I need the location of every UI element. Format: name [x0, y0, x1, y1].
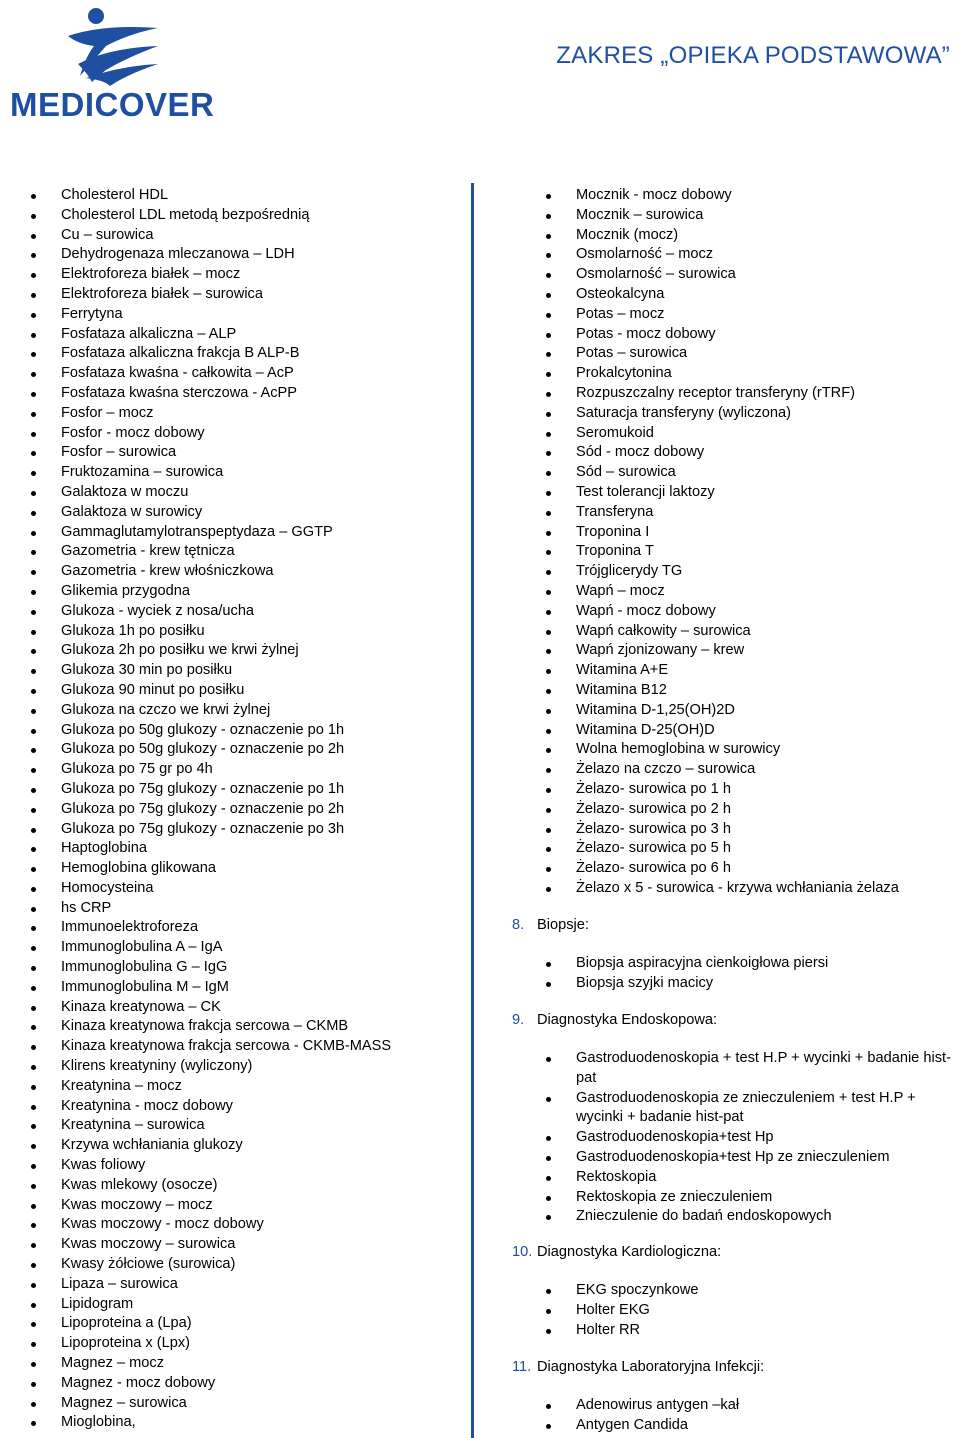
list-item: Żelazo na czczo – surowica	[576, 760, 899, 780]
list-item: Kwas moczowy - mocz dobowy	[61, 1215, 391, 1235]
list-item: Sód - mocz dobowy	[576, 443, 899, 463]
list-item: Kreatynina - mocz dobowy	[61, 1097, 391, 1117]
list-item: Wolna hemoglobina w surowicy	[576, 740, 899, 760]
list-item: Glukoza 90 minut po posiłku	[61, 681, 391, 701]
column-divider	[471, 183, 474, 1438]
list-item: Holter EKG	[576, 1301, 960, 1321]
list-item: Witamina D-1,25(OH)2D	[576, 701, 899, 721]
list-item: Homocysteina	[61, 879, 391, 899]
section-title: Diagnostyka Endoskopowa:	[537, 1012, 718, 1028]
list-item: Rektoskopia ze znieczuleniem	[576, 1188, 960, 1208]
list-item: Kwasy żółciowe (surowica)	[61, 1255, 391, 1275]
list-item: Osteokalcyna	[576, 285, 899, 305]
list-item: Osmolarność – surowica	[576, 265, 899, 285]
list-item: Kwas foliowy	[61, 1156, 391, 1176]
list-item: Fruktozamina – surowica	[61, 463, 391, 483]
list-item: Mioglobina,	[61, 1413, 391, 1433]
section-number: 10.	[512, 1244, 533, 1260]
list-item: Glukoza 1h po posiłku	[61, 622, 391, 642]
list-item: Fosfataza kwaśna sterczowa - AcPP	[61, 384, 391, 404]
list-item: Mocznik – surowica	[576, 206, 899, 226]
left-test-list	[61, 186, 391, 1433]
list-item: Gastroduodenoskopia+test Hp	[576, 1128, 960, 1148]
list-item: Seromukoid	[576, 424, 899, 444]
list-item: Glukoza po 50g glukozy - oznaczenie po 2h	[61, 740, 391, 760]
list-item: Kwas mlekowy (osocze)	[61, 1176, 391, 1196]
list-item: Galaktoza w surowicy	[61, 503, 391, 523]
kardiologiczna-list	[576, 1281, 960, 1340]
section-heading-infekcji	[512, 1357, 764, 1377]
list-item: Galaktoza w moczu	[61, 483, 391, 503]
list-item: Kwas moczowy – mocz	[61, 1196, 391, 1216]
list-item: Kreatynina – surowica	[61, 1116, 391, 1136]
list-item: Kreatynina – mocz	[61, 1077, 391, 1097]
list-item: Mocznik (mocz)	[576, 226, 899, 246]
section-heading-endoskopowa	[512, 1010, 717, 1030]
list-item: Dehydrogenaza mleczanowa – LDH	[61, 245, 391, 265]
list-item: Żelazo- surowica po 1 h	[576, 780, 899, 800]
list-item: Glukoza po 75 gr po 4h	[61, 760, 391, 780]
section-title: Diagnostyka Laboratoryjna Infekcji:	[537, 1359, 765, 1375]
list-item: Gammaglutamylotranspeptydaza – GGTP	[61, 523, 391, 543]
list-item: Immunoglobulina A – IgA	[61, 938, 391, 958]
list-item: Magnez - mocz dobowy	[61, 1374, 391, 1394]
list-item: hs CRP	[61, 899, 391, 919]
list-item: Troponina I	[576, 523, 899, 543]
list-item: Osmolarność – mocz	[576, 245, 899, 265]
list-item: Potas – surowica	[576, 344, 899, 364]
list-item: Glukoza po 50g glukozy - oznaczenie po 1h	[61, 721, 391, 741]
list-item: Rektoskopia	[576, 1168, 960, 1188]
list-item: Test tolerancji laktozy	[576, 483, 899, 503]
biopsje-list	[576, 954, 960, 994]
list-item: Kinaza kreatynowa frakcja sercowa – CKMB	[61, 1017, 391, 1037]
list-item: Lipaza – surowica	[61, 1275, 391, 1295]
section-number: 9.	[512, 1012, 525, 1028]
list-item: Krzywa wchłaniania glukozy	[61, 1136, 391, 1156]
medicover-logo	[8, 6, 228, 124]
list-item: Gastroduodenoskopia + test H.P + wycinki + badanie hist-pat	[576, 1049, 960, 1089]
list-item: Immunoelektroforeza	[61, 918, 391, 938]
list-item: Glukoza po 75g glukozy - oznaczenie po 2h	[61, 800, 391, 820]
list-item: Gazometria - krew tętnicza	[61, 542, 391, 562]
list-item: Fosfor - mocz dobowy	[61, 424, 391, 444]
list-item: Glukoza 30 min po posiłku	[61, 661, 391, 681]
section-title: Diagnostyka Kardiologiczna:	[537, 1244, 722, 1260]
list-item: Prokalcytonina	[576, 364, 899, 384]
list-item: Gazometria - krew włośniczkowa	[61, 562, 391, 582]
list-item: Wapń – mocz	[576, 582, 899, 602]
list-item: Żelazo x 5 - surowica - krzywa wchłaniania żelaza	[576, 879, 899, 899]
list-item: Potas - mocz dobowy	[576, 325, 899, 345]
list-item: Biopsja aspiracyjna cienkoigłowa piersi	[576, 954, 960, 974]
list-item: Klirens kreatyniny (wyliczony)	[61, 1057, 391, 1077]
list-item: Żelazo- surowica po 5 h	[576, 839, 899, 859]
list-item: Cu – surowica	[61, 226, 391, 246]
list-item: Immunoglobulina M – IgM	[61, 978, 391, 998]
list-item: Mocznik - mocz dobowy	[576, 186, 899, 206]
section-title: Biopsje:	[537, 917, 589, 933]
list-item: Glukoza 2h po posiłku we krwi żylnej	[61, 641, 391, 661]
list-item: Lipoproteina a (Lpa)	[61, 1314, 391, 1334]
section-number: 11.	[512, 1359, 532, 1375]
list-item: Lipoproteina x (Lpx)	[61, 1334, 391, 1354]
list-item: Fosfataza alkaliczna – ALP	[61, 325, 391, 345]
right-test-list	[576, 186, 899, 899]
list-item: Elektroforeza białek – surowica	[61, 285, 391, 305]
list-item: Glukoza po 75g glukozy - oznaczenie po 3h	[61, 820, 391, 840]
list-item: Fosfataza kwaśna - całkowita – AcP	[61, 364, 391, 384]
list-item: Ferrytyna	[61, 305, 391, 325]
list-item: Trójglicerydy TG	[576, 562, 899, 582]
list-item: Sód – surowica	[576, 463, 899, 483]
section-heading-kardiologiczna	[512, 1242, 721, 1262]
list-item: Glikemia przygodna	[61, 582, 391, 602]
list-item: Immunoglobulina G – IgG	[61, 958, 391, 978]
list-item: Witamina A+E	[576, 661, 899, 681]
list-item: Żelazo- surowica po 2 h	[576, 800, 899, 820]
list-item: Kwas moczowy – surowica	[61, 1235, 391, 1255]
list-item: Holter RR	[576, 1321, 960, 1341]
list-item: Fosfor – mocz	[61, 404, 391, 424]
list-item: Cholesterol LDL metodą bezpośrednią	[61, 206, 391, 226]
list-item: Adenowirus antygen –kał	[576, 1396, 960, 1416]
list-item: Lipidogram	[61, 1295, 391, 1315]
list-item: Cholesterol HDL	[61, 186, 391, 206]
list-item: Kinaza kreatynowa frakcja sercowa - CKMB-MASS	[61, 1037, 391, 1057]
list-item: Wapń zjonizowany – krew	[576, 641, 899, 661]
list-item: Hemoglobina glikowana	[61, 859, 391, 879]
list-item: Gastroduodenoskopia+test Hp ze znieczuleniem	[576, 1148, 960, 1168]
list-item: Żelazo- surowica po 3 h	[576, 820, 899, 840]
list-item: Magnez – mocz	[61, 1354, 391, 1374]
list-item: Antygen Candida	[576, 1416, 960, 1436]
infekcji-list	[576, 1396, 960, 1436]
list-item: Żelazo- surowica po 6 h	[576, 859, 899, 879]
list-item: Witamina B12	[576, 681, 899, 701]
list-item: Fosfataza alkaliczna frakcja B ALP-B	[61, 344, 391, 364]
logo-wordmark: MEDICOVER	[10, 86, 215, 123]
list-item: Glukoza na czczo we krwi żylnej	[61, 701, 391, 721]
list-item: Fosfor – surowica	[61, 443, 391, 463]
endoskopowa-list	[576, 1049, 960, 1227]
list-item: Gastroduodenoskopia ze znieczuleniem + test H.P + wycinki + badanie hist-pat	[576, 1089, 960, 1129]
section-heading-biopsje	[512, 915, 589, 935]
list-item: Znieczulenie do badań endoskopowych	[576, 1207, 960, 1227]
list-item: Witamina D-25(OH)D	[576, 721, 899, 741]
list-item: EKG spoczynkowe	[576, 1281, 960, 1301]
list-item: Rozpuszczalny receptor transferyny (rTRF)	[576, 384, 899, 404]
list-item: Kinaza kreatynowa – CK	[61, 998, 391, 1018]
list-item: Magnez – surowica	[61, 1394, 391, 1414]
page-title: ZAKRES „OPIEKA PODSTAWOWA”	[556, 42, 950, 69]
list-item: Wapń całkowity – surowica	[576, 622, 899, 642]
list-item: Transferyna	[576, 503, 899, 523]
list-item: Biopsja szyjki macicy	[576, 974, 960, 994]
list-item: Glukoza - wyciek z nosa/ucha	[61, 602, 391, 622]
list-item: Elektroforeza białek – mocz	[61, 265, 391, 285]
list-item: Glukoza po 75g glukozy - oznaczenie po 1h	[61, 780, 391, 800]
list-item: Haptoglobina	[61, 839, 391, 859]
list-item: Troponina T	[576, 542, 899, 562]
list-item: Wapń - mocz dobowy	[576, 602, 899, 622]
list-item: Saturacja transferyny (wyliczona)	[576, 404, 899, 424]
list-item: Potas – mocz	[576, 305, 899, 325]
section-number: 8.	[512, 917, 525, 933]
